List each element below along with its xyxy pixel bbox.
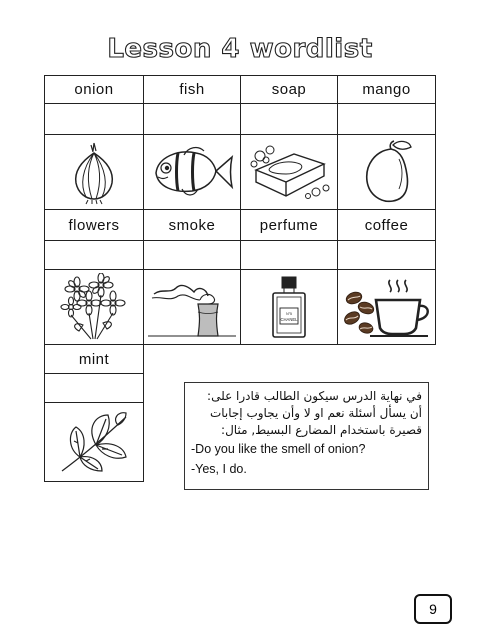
soap-picture-cell — [240, 134, 338, 210]
word-cell: mint — [44, 344, 144, 374]
blank-writing-cell — [240, 103, 338, 135]
coffee-picture-cell — [337, 269, 436, 345]
flowers-picture-cell — [44, 269, 144, 345]
blank-writing-cell — [44, 103, 144, 135]
word-cell: coffee — [337, 209, 436, 241]
perfume-icon — [269, 274, 309, 340]
objectives-note-box — [184, 382, 429, 490]
smoke-picture-cell — [143, 269, 241, 345]
mango-picture-cell — [337, 134, 436, 210]
page-number: 9 — [414, 594, 452, 624]
word-cell: flowers — [44, 209, 144, 241]
mint-icon — [56, 409, 132, 475]
arabic-objective-line: في نهاية الدرس سيكون الطالب قادرا على: — [207, 389, 422, 403]
page-title: Lesson 4 wordlist — [107, 34, 373, 64]
word-cell: soap — [240, 75, 338, 104]
fish-icon — [148, 143, 236, 201]
smoke-icon — [148, 276, 236, 338]
blank-writing-cell — [337, 103, 436, 135]
blank-writing-cell — [143, 240, 241, 270]
mint-picture-cell — [44, 402, 144, 482]
perfume-picture-cell — [240, 269, 338, 345]
word-cell: perfume — [240, 209, 338, 241]
blank-writing-cell — [44, 373, 144, 403]
word-cell: mango — [337, 75, 436, 104]
flowers-icon — [59, 273, 129, 341]
arabic-objective-line: قصيرة باستخدام المضارع البسيط, مثال: — [221, 423, 422, 437]
word-cell: smoke — [143, 209, 241, 241]
blank-writing-cell — [240, 240, 338, 270]
onion-icon — [64, 139, 124, 205]
blank-writing-cell — [44, 240, 144, 270]
soap-icon — [246, 142, 332, 202]
blank-writing-cell — [143, 103, 241, 135]
coffee-icon — [340, 274, 434, 340]
word-cell: fish — [143, 75, 241, 104]
example-answer: -Yes, I do. — [191, 462, 247, 476]
blank-writing-cell — [337, 240, 436, 270]
perfume-brand-label: CHANEL — [280, 317, 298, 322]
svg-text:N°5: N°5 — [286, 312, 292, 316]
onion-picture-cell — [44, 134, 144, 210]
arabic-objective-line: أن يسأل أسئلة نعم او لا وأن يجاوب إجابات — [209, 406, 422, 420]
fish-picture-cell — [143, 134, 241, 210]
mango-icon — [361, 139, 413, 205]
word-cell: onion — [44, 75, 144, 104]
example-question: -Do you like the smell of onion? — [191, 442, 366, 456]
